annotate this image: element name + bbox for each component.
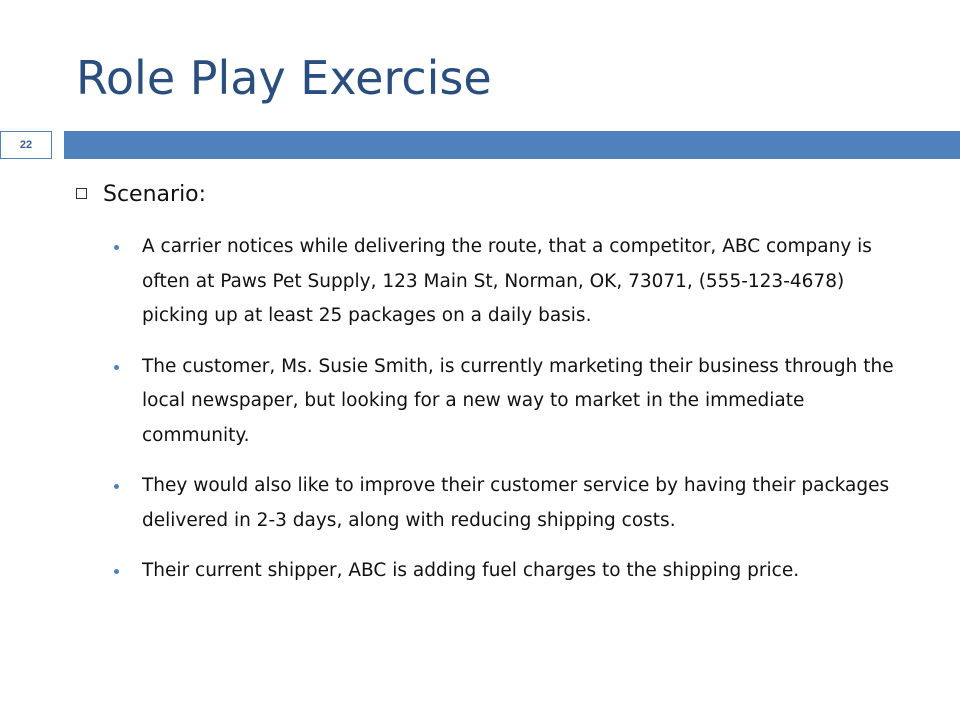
bullet-dot-icon <box>114 245 119 250</box>
square-bullet-icon <box>76 188 87 199</box>
scenario-heading <box>76 178 206 212</box>
slide-number: 22 <box>0 131 52 159</box>
bullet-item <box>112 230 912 334</box>
bullet-text: They would also like to improve their customer service by having their packages delivered in 2-3 days, along with reducing shipping costs. <box>142 475 890 531</box>
bullet-item <box>112 554 912 589</box>
bullet-text: Their current shipper, ABC is adding fuel charges to the shipping price. <box>142 560 800 581</box>
scenario-label: Scenario: <box>103 182 207 207</box>
bullet-item <box>112 469 912 538</box>
bullet-dot-icon <box>114 365 119 370</box>
bullet-dot-icon <box>114 569 119 574</box>
slide-title: Role Play Exercise <box>76 51 492 105</box>
scenario-bullet-list <box>112 230 912 605</box>
title-divider-bar <box>64 131 960 159</box>
bullet-dot-icon <box>114 484 119 489</box>
bullet-text: A carrier notices while delivering the route, that a competitor, ABC company is often at Paws Pet Supply, 123 Main St, Norman, OK, 73071, (555-123-4678) picking up at least 25 packages on a daily basis. <box>142 236 872 326</box>
bullet-item <box>112 350 912 454</box>
bullet-text: The customer, Ms. Susie Smith, is currently marketing their business through the local newspaper, but looking for a new way to market in the immediate community. <box>142 355 894 446</box>
